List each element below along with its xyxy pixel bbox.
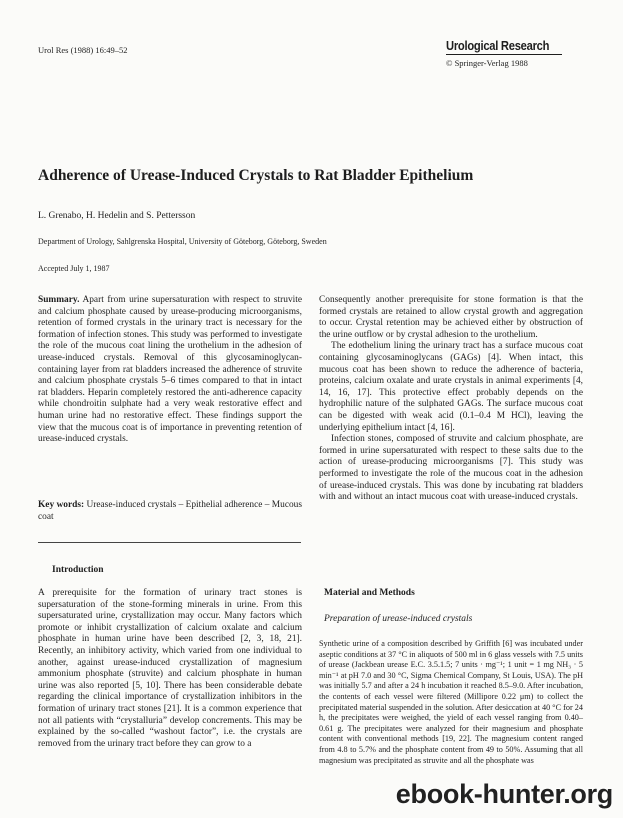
article-authors: L. Grenabo, H. Hedelin and S. Pettersson [38, 211, 196, 221]
right-paragraph-1: Consequently another prerequisite for stone formation is that the formed crystals are retained to allow crystal growth and aggregation to occur. Crystal retention may be achieved either by obstruction of the urine outflow or by crystal adhesion to the urothelium. [319, 295, 583, 340]
journal-rule [446, 54, 562, 55]
keywords-text: Urease-induced crystals – Epithelial adherence – Mucous coat [38, 500, 303, 522]
accepted-date: Accepted July 1, 1987 [38, 264, 110, 273]
methods-body [319, 639, 583, 766]
summary-section [38, 295, 302, 446]
author-affiliation: Department of Urology, Sahlgrenska Hospital, University of Göteborg, Göteborg, Sweden [38, 237, 327, 246]
journal-logo [446, 38, 574, 68]
introduction-heading: Introduction [52, 565, 104, 575]
watermark: ebook-hunter.org [395, 779, 613, 809]
journal-name: Urological Research [446, 38, 550, 53]
introduction-body [38, 588, 302, 750]
introduction-paragraph: A prerequisite for the formation of urinary tract stones is supersaturation of the stone-forming minerals in urine. From this supersaturated urine, crystallization may occur. Many factors which promote or inhibit crystallization of calcium oxalate and calcium phosphate in human urine have been described [2, 3, 18, 21]. Recently, an inhibitory activity, which varied from one individual to another, against urease-induced crystallization of magnesium ammonium phosphate (struvite) and calcium phosphate in human urine was also reported [5, 10]. There has been considerable debate regarding the clinical importance of crystallization inhibitors in the formation of urinary tract stones [21]. It is a common experience that not all patients with “crystalluria” develop concrements. This may be explained by the so-called “washout factor”, i.e. the crystals are removed from the urinary tract before they can grow to a [38, 588, 302, 749]
keywords-label: Key words: [38, 500, 85, 510]
methods-subheading: Preparation of urease-induced crystals [324, 614, 473, 624]
summary-text: Apart from urine supersaturation with respect to struvite and calcium phosphate caused by urease-producing microorganisms, retention of formed crystals in the urinary tract is necessary for the formation of infection stones. This study was performed to investigate the role of the mucous coat lining the urothelium in the adhesion of urease-induced crystals. Removal of this glycosaminoglycan-containing layer from rat bladders increased the adherence of struvite and calcium phosphate crystals 5–6 times compared to that in intact rat bladders. Heparin completely restored the anti-adherence capacity while chondroitin sulphate had a very weak restorative effect and human urine had no restorative effect. These findings support the view that the mucous coat is of importance in preventing retention of urease-induced crystals. [38, 295, 303, 445]
summary-label: Summary. [38, 295, 80, 305]
right-column-body [319, 295, 583, 504]
journal-citation: Urol Res (1988) 16:49–52 [38, 45, 128, 55]
copyright-notice: © Springer-Verlag 1988 [446, 58, 528, 68]
article-title: Adherence of Urease-Induced Crystals to Rat Bladder Epithelium [38, 167, 474, 184]
methods-heading: Material and Methods [324, 588, 415, 598]
right-paragraph-3: Infection stones, composed of struvite and calcium phosphate, are formed in urine supersaturated with respect to these salts due to the action of urease-producing microorganisms [7]. This study was performed to investigate the role of the mucous coat in the adhesion of urease-induced crystals. This was done by incubating rat bladders with and without an intact mucous coat with urease-induced crystals. [319, 434, 583, 503]
right-paragraph-2: The edothelium lining the urinary tract has a surface mucous coat containing glycosaminoglycans (GAGs) [4]. When intact, this mucous coat has been shown to reduce the adherence of bacteria, proteins, calcium oxalate and urate crystals in animal experiments [4, 14, 16, 17]. This protective effect probably depends on the hydrophilic nature of the sulphated GAGs. The surface mucous coat can be digested with weak acid (0.1–0.4 M HCl), leaving the underlying epithelium intact [4, 16]. [319, 341, 583, 433]
keywords-section [38, 500, 302, 523]
methods-paragraph: Synthetic urine of a composition described by Griffith [6] was incubated under aseptic conditions at 37 °C in aliquots of 500 ml in 6 glass vessels with 7.5 units of urease (Jackbean urease E.C. 3.5.1.5; 7 units · mg⁻¹; 1 unit = 1 mg NH₃ · 5 min⁻¹ at pH 7.0 and 30 °C, Sigma Chemical Company, St Louis, USA). The pH was initially 5.7 and after a 24 h incubation it reached 8.5–9.0. After incubation, the contents of each vessel were filtered (Millipore 0.22 μm) to collect the precipitated material suspended in the solution. After desiccation at 40 °C for 24 h, the precipitates were weighed, the yield of each vessel ranging from 0.40–0.61 g. The precipitates were analyzed for their magnesium and phosphate content with conventional methods [19, 22]. The magnesium content ranged from 4.8 to 5.7% and the phosphate content from 49 to 50%. Assuming that all magnesium was precipitated as struvite and all the phosphate was [319, 639, 583, 765]
section-divider [38, 542, 301, 543]
